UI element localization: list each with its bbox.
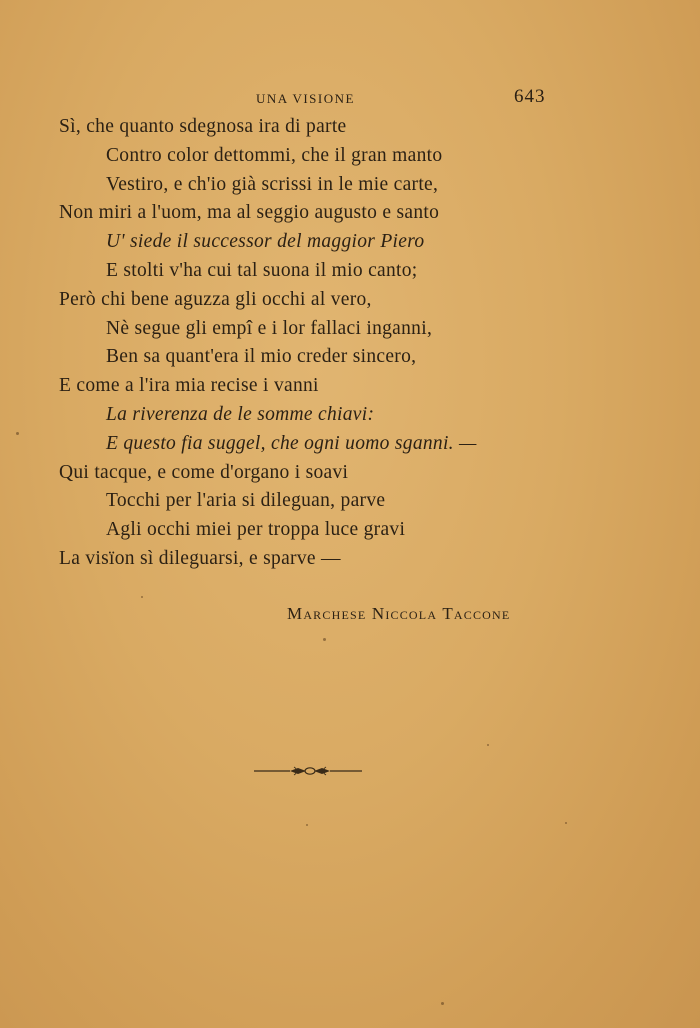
poem-line: Contro color dettommi, che il gran manto: [106, 144, 443, 166]
page-number: 643: [514, 86, 546, 107]
poem-line: Ben sa quant'era il mio creder sincero,: [106, 346, 417, 368]
poem-line: Nè segue gli empî e i lor fallaci inganni,: [106, 317, 433, 339]
poem-line: Sì, che quanto sdegnosa ira di parte: [59, 116, 347, 137]
paper-speck: [441, 1002, 444, 1005]
poem-line: E come a l'ira mia recise i vanni: [59, 375, 319, 397]
poem-line: La visïon sì dileguarsi, e sparve —: [59, 548, 341, 569]
poem-line: Tocchi per l'aria si dileguan, parve: [106, 490, 386, 512]
poem-line: Agli occhi miei per troppa luce gravi: [106, 519, 406, 541]
poem-line: U' siede il successor del maggior Piero: [106, 231, 425, 253]
running-title: UNA VISIONE: [256, 91, 355, 106]
poem-line: Però chi bene aguzza gli occhi al vero,: [59, 288, 372, 310]
paper-speck: [565, 822, 567, 824]
paper-speck: [306, 824, 308, 826]
paper-speck: [487, 744, 489, 746]
paper-speck: [323, 638, 326, 641]
poem-line: Vestiro, e ch'io già scrissi in le mie carte,: [106, 173, 439, 195]
poem-line: La riverenza de le somme chiavi:: [106, 404, 375, 425]
poem-line: Qui tacque, e come d'organo i soavi: [59, 461, 349, 483]
poem-line: E stolti v'ha cui tal suona il mio canto;: [106, 260, 418, 281]
paper-speck: [141, 596, 143, 598]
author-signature: Marchese Niccola Taccone: [287, 604, 511, 623]
poem-line: E questo fia suggel, che ogni uomo sganni. —: [106, 432, 477, 454]
poem-line: Non miri a l'uom, ma al seggio augusto e santo: [59, 202, 440, 224]
decorative-rule-ornament: [254, 764, 362, 778]
paper-speck: [16, 432, 19, 435]
